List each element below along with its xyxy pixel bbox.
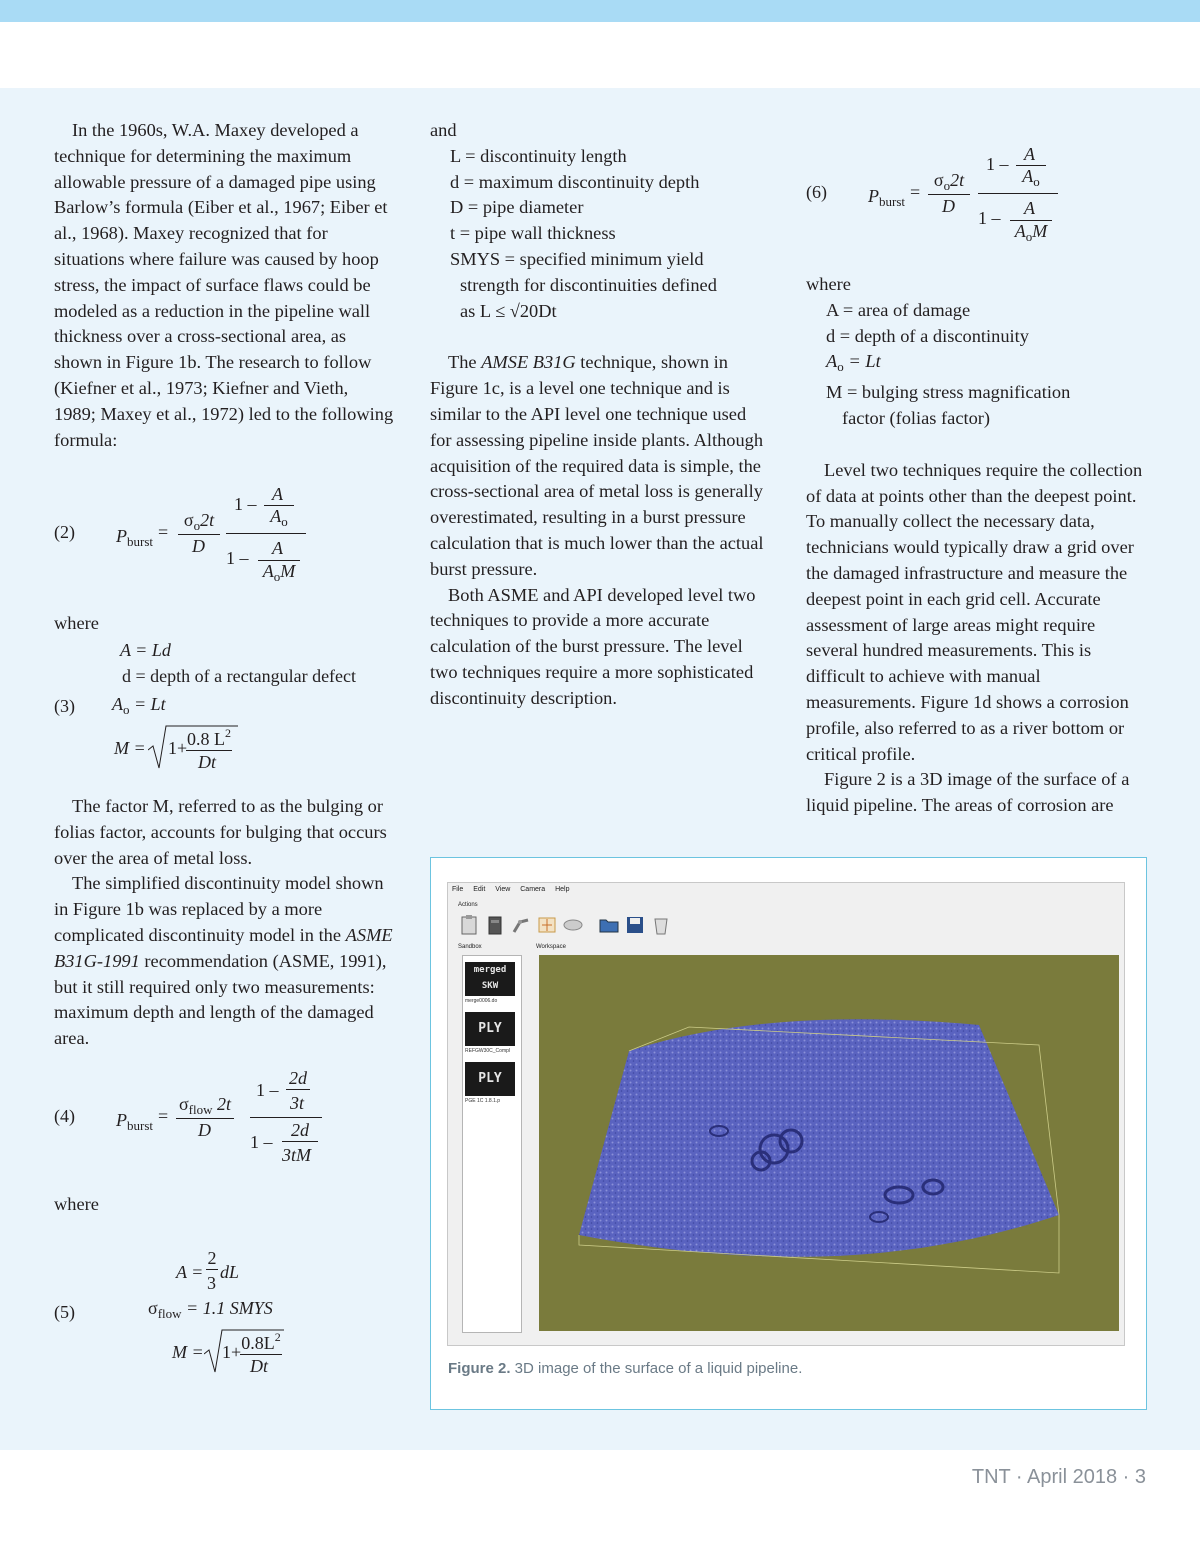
def-M: M = bulging stress magnification (826, 382, 1071, 403)
menu-bar (452, 886, 578, 893)
open-folder-icon[interactable] (598, 914, 620, 936)
one-minus-bottom: 1 – (226, 548, 249, 568)
thumbnail-caption: merge0006.do (465, 998, 498, 1004)
eq3-Ao-line: $A_o = Lt$ (112, 694, 166, 717)
paragraph-folias: The factor M, referred to as the bulging or folias factor, accounts for bulging that occurs over the area of metal loss. (54, 796, 387, 868)
pipe-icon[interactable] (562, 914, 584, 936)
eq5-sigma-line: $\sigma_{flow} = 1.1$ SMYS (148, 1298, 273, 1321)
eq5-three: 3 (207, 1273, 216, 1293)
frac-AoM: $A_oM$ (258, 560, 300, 585)
one-minus-top: 1 – (256, 1080, 279, 1100)
sandbox-panel (462, 955, 522, 1333)
equation-number: (4) (54, 1106, 75, 1126)
one-minus-top: 1 – (234, 494, 257, 514)
equation-number: (3) (54, 696, 75, 716)
clipboard-icon[interactable] (458, 914, 480, 936)
equation-number: (2) (54, 522, 75, 542)
pipeline-surface-render (539, 955, 1119, 1331)
eq5-A-lhs: A = (176, 1262, 204, 1282)
trash-icon[interactable] (650, 914, 672, 936)
fraction-numerator: $\sigma_o2t$ (928, 170, 970, 195)
frac-2d-top: 2d (286, 1068, 310, 1090)
eq5-den-frac: Dt (250, 1356, 268, 1376)
eq3-A-line: A = Ld (120, 640, 171, 660)
workspace-label: Workspace (536, 944, 566, 950)
equation-lhs: $P_{burst}$ (868, 186, 905, 209)
robot-arm-icon[interactable] (510, 914, 532, 936)
app-window (447, 882, 1125, 1346)
one-minus-bottom: 1 – (978, 208, 1001, 228)
figure-2 (430, 857, 1147, 1410)
main-fraction-bar (978, 193, 1058, 194)
menu-file[interactable]: File (452, 886, 464, 893)
equation-3 (54, 636, 384, 776)
sandbox-label: Sandbox (458, 944, 482, 950)
frac-AoM: $A_oM$ (1010, 220, 1052, 245)
thumbnail-ply-1[interactable]: PLY (465, 1012, 515, 1046)
menu-view[interactable]: View (495, 886, 511, 893)
fraction-denominator: D (192, 536, 205, 556)
thumbnail-caption: PGE 1C 1.8.1.p (465, 1098, 501, 1104)
eq3-M-lhs: M = (114, 738, 146, 758)
equation-number: (5) (54, 1302, 75, 1322)
eq5-one-plus: 1+ (222, 1342, 242, 1362)
save-icon[interactable] (624, 914, 646, 936)
equation-5 (54, 1244, 384, 1384)
eq3-num-frac: 0.8 $L^2$ (187, 726, 231, 749)
page-footer: TNT · April 2018 · 3 (971, 1466, 1146, 1488)
frac-A-top: A (272, 484, 283, 504)
menu-edit[interactable]: Edit (473, 886, 486, 893)
equation-number: (6) (806, 182, 827, 202)
equation-lhs: $P_{burst}$ (116, 1110, 153, 1133)
frac-Ao: $A_o$ (1016, 165, 1046, 190)
equals-sign: = (158, 1106, 169, 1126)
fraction-numerator: $\sigma_{flow}$ 2t (176, 1094, 234, 1119)
eq5-M-lhs: M = (172, 1342, 204, 1362)
def-t: t = pipe wall thickness (450, 223, 616, 244)
paragraph-level-two-data: Level two techniques require the collection of data at points other than the deepest point. To manually collect the necessary data, technicians would typically draw a grid over the damaged infrastructure and measure the deepest point in each grid cell. Accurate assessment of large areas might require several hundred measurements. This is difficult to achieve with manual measurements. Figure 1d shows a corrosion profile, also referred to as a river bottom or critical profile. (806, 459, 1143, 764)
one-minus-top: 1 – (986, 154, 1009, 174)
frac-2d-bottom: 2d (282, 1120, 318, 1142)
pipe-surface (579, 1019, 1059, 1257)
thumbnail-caption: REFGW30C_Compl (465, 1048, 511, 1054)
one-minus-bottom: 1 – (250, 1132, 273, 1152)
equation-4 (54, 1068, 384, 1168)
main-fraction-bar (226, 533, 306, 534)
equation-lhs: $P_{burst}$ (116, 526, 153, 549)
frac-A-bottom: A (272, 538, 283, 558)
top-color-band (0, 0, 1200, 22)
scanner-icon[interactable] (484, 914, 506, 936)
paragraph-level-two: Both ASME and API developed level two techniques to provide a more accurate calculation of the burst pressure. The level two techniques require a more sophisticated discontinuity description. (430, 584, 756, 708)
fraction-denominator: D (942, 196, 955, 216)
eq3-one-plus: 1+ (168, 738, 188, 758)
equation-6 (806, 144, 1136, 244)
eq5-dL: dL (220, 1262, 240, 1282)
def-L: L = discontinuity length (450, 145, 627, 166)
eq5-two: 2 (207, 1248, 217, 1268)
frac-3t: 3t (290, 1093, 305, 1113)
def-d: d = depth of a discontinuity (826, 325, 1029, 346)
main-fraction-bar (250, 1117, 322, 1118)
def-d: d = maximum discontinuity depth (450, 171, 700, 192)
def-smys-cont: strength for discontinuities defined (460, 274, 717, 295)
eq3-d-line: d = depth of a rectangular defect (122, 666, 357, 686)
eq5-num-frac: $0.8L^2$ (241, 1330, 281, 1353)
actions-label: Actions (458, 902, 478, 908)
column-1 (54, 118, 394, 453)
eq3-den-frac: Dt (198, 752, 216, 772)
def-smys: SMYS = specified minimum yield (450, 248, 704, 269)
equation-2 (54, 484, 384, 584)
paragraph-amse: The AMSE B31G technique, shown in Figure 1c, is a level one technique and is similar to the API level one technique used for assessing pipeline inside plants. Although acquisition of the required data is simple, the cross-sectional area of metal loss is generally overestimated, resulting in a burst pressure calculation that is much lower than the actual burst pressure. (430, 352, 764, 579)
def-smys-cont2: as L ≤ √20Dt (460, 300, 557, 321)
where-3: where (806, 274, 851, 294)
def-M-cont: factor (folias factor) (842, 407, 991, 428)
column-1-lower (54, 794, 394, 1052)
frac-Ao: $A_o$ (264, 505, 294, 530)
figure-caption: Figure 2. 3D image of the surface of a liquid pipeline. (448, 1360, 803, 1377)
frac-3tM: 3tM (282, 1145, 311, 1165)
def-D: D = pipe diameter (450, 197, 584, 218)
fraction-denominator: D (198, 1120, 211, 1140)
workspace-3d-view[interactable] (539, 955, 1119, 1331)
frac-A-top: A (1024, 144, 1035, 164)
paragraph-maxey: In the 1960s, W.A. Maxey developed a technique for determining the maximum allowable pressure of a damaged pipe using Barlow’s formula (Eiber et al., 1967; Eiber et al., 1968). Maxey recognized that for situations where failure was caused by hoop stress, the impact of surface flaws could be modeled as a reduction in the pipeline wall thickness over a cross-sectional area, as shown in Figure 1b. The research to follow (Kiefner et al., 1973; Kiefner and Vieth, 1989; Maxey et al., 1972) led to the following formula: (54, 120, 394, 450)
def-Ao: $A_o = Lt$ (826, 351, 881, 375)
column-3 (806, 272, 1148, 819)
and-label: and (430, 120, 457, 140)
def-A: A = area of damage (826, 299, 971, 320)
menu-help[interactable]: Help (555, 886, 570, 893)
column-2 (430, 118, 772, 712)
paragraph-b31g: The simplified discontinuity model shown in Figure 1b was replaced by a more complicated discontinuity model in the ASME B31G-1991 recommendation (ASME, 1991), but it still required only two measurements: maximum depth and length of the damaged area. (54, 873, 393, 1049)
frac-A-bottom: A (1024, 198, 1035, 218)
menu-camera[interactable]: Camera (520, 886, 546, 893)
paragraph-figure-2: Figure 2 is a 3D image of the surface of a liquid pipeline. The areas of corrosion are (806, 769, 1130, 816)
thumbnail-merged[interactable]: merged SKW (465, 962, 515, 996)
measure-icon[interactable] (536, 914, 558, 936)
fraction-numerator: $\sigma_o2t$ (178, 510, 220, 535)
thumbnail-ply-2[interactable]: PLY (465, 1062, 515, 1096)
where-1: where (54, 613, 99, 633)
equals-sign: = (910, 182, 921, 202)
equals-sign: = (158, 522, 169, 542)
where-2: where (54, 1194, 99, 1214)
